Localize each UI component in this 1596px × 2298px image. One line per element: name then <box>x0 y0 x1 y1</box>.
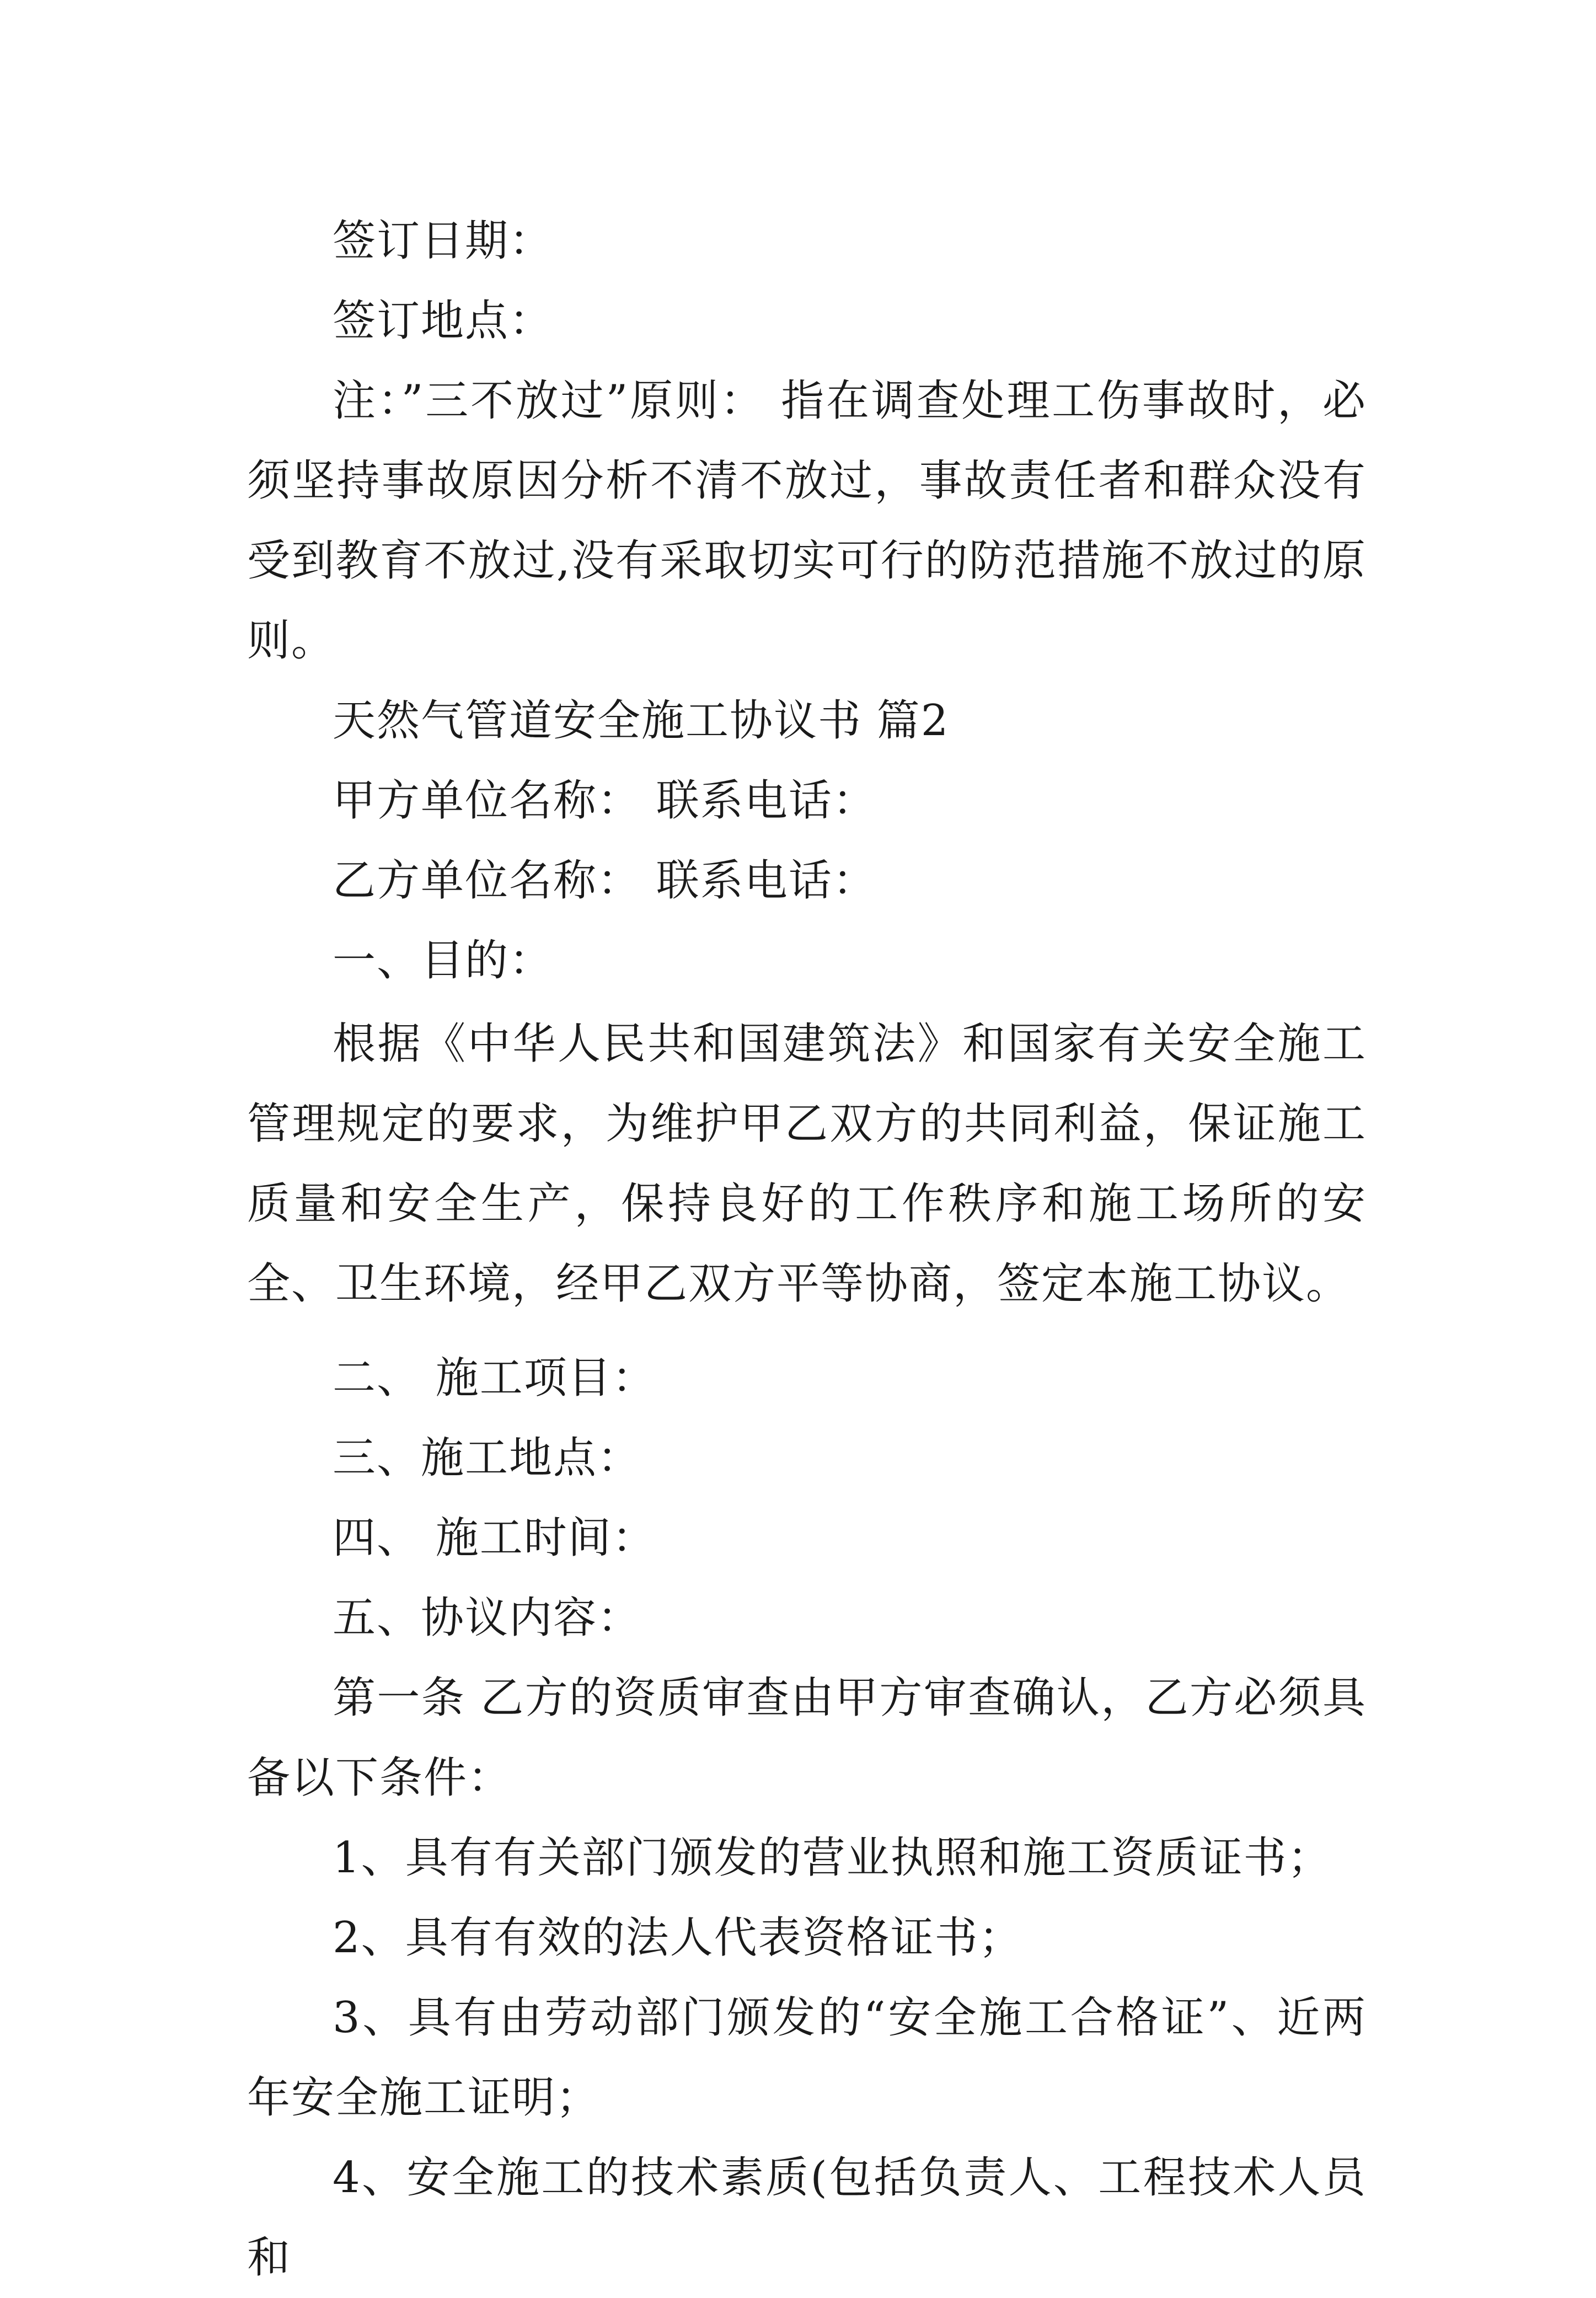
time-heading: 四、 施工时间： <box>333 1513 656 1563</box>
signing-date-line: 签订日期： <box>333 216 554 266</box>
condition-item-4: 4、安全施工的技术素质(包括负责人、工程技术人员和 <box>247 2153 1367 2283</box>
document-body <box>247 201 1367 2298</box>
purpose-heading: 一、目的： <box>333 936 554 985</box>
project-heading: 二、 施工项目： <box>333 1353 656 1403</box>
condition-item-1: 1、具有有关部门颁发的营业执照和施工资质证书； <box>333 1833 1332 1883</box>
condition-item-2: 2、具有有效的法人代表资格证书； <box>333 1913 1023 1963</box>
party-a-line: 甲方单位名称： 联系电话： <box>333 776 877 826</box>
purpose-paragraph: 根据《中华人民共和国建筑法》和国家有关安全施工管理规定的要求，为维护甲乙双方的共同利益，保证施工质量和安全生产，保持良好的工作秩序和施工场所的安全、卫生环境，经甲乙双方平等协商，签定本施工协议。 <box>247 1019 1367 1309</box>
section-title: 天然气管道安全施工协议书 篇2 <box>333 696 950 746</box>
article-one-paragraph: 第一条 乙方的资质审查由甲方审查确认，乙方必须具备以下条件： <box>247 1673 1367 1803</box>
content-heading: 五、协议内容： <box>333 1593 642 1643</box>
location-heading: 三、施工地点： <box>333 1433 642 1483</box>
condition-item-3: 3、具有由劳动部门颁发的“安全施工合格证”、近两年安全施工证明； <box>247 1993 1367 2123</box>
party-b-line: 乙方单位名称： 联系电话： <box>333 856 877 906</box>
signing-location-line: 签订地点： <box>333 296 554 346</box>
three-no-release-note: 注：”三不放过”原则： 指在调查处理工伤事故时，必须坚持事故原因分析不清不放过，事故责任者和群众没有受到教育不放过,没有采取切实可行的防范措施不放过的原则。 <box>247 376 1367 666</box>
